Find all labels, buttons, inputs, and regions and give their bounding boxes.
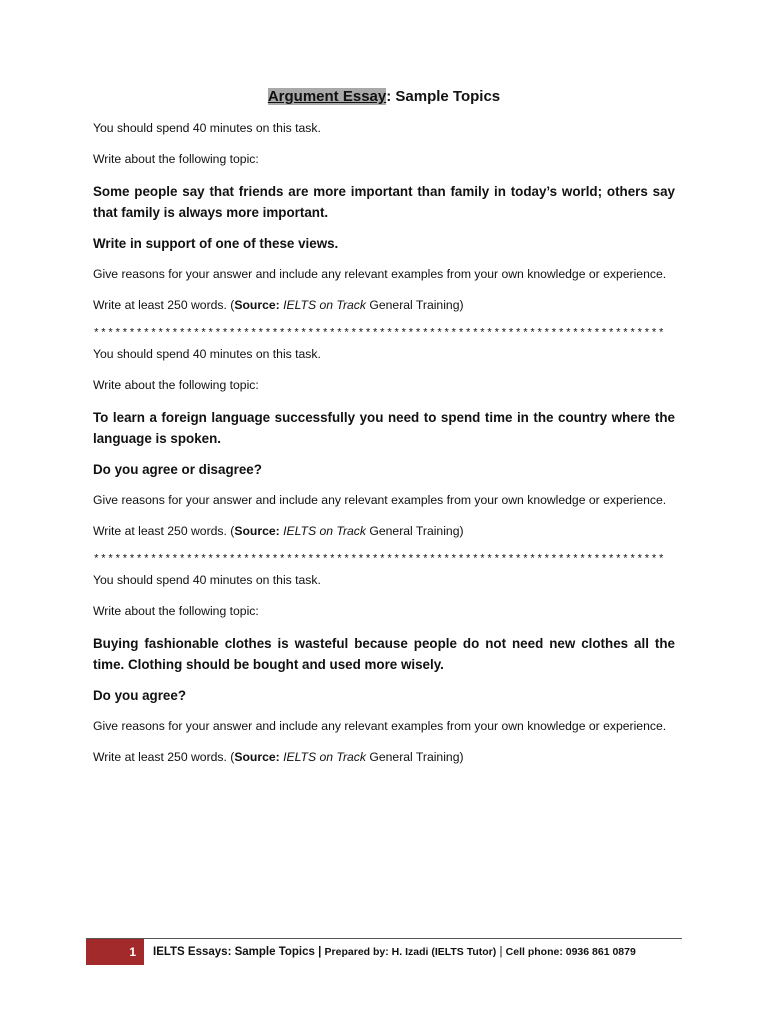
task-instruction: Write about the following topic: [93, 152, 259, 166]
footer-doc-title: IELTS Essays: Sample Topics [153, 946, 315, 958]
word-count-text: Write at least 250 words. ( [93, 750, 235, 764]
footer-text [153, 946, 636, 958]
word-count-text: Write at least 250 words. ( [93, 298, 235, 312]
source-edition: General Training [369, 750, 460, 764]
source-title: IELTS on Track [283, 298, 366, 312]
source-edition: General Training [369, 298, 460, 312]
title-highlight: Argument Essay [267, 88, 387, 105]
task-time: You should spend 40 minutes on this task. [93, 121, 321, 135]
task-question: Write in support of one of these views. [93, 236, 339, 251]
document-content [93, 88, 675, 779]
task-question: Do you agree or disagree? [93, 462, 262, 477]
task-topic: To learn a foreign language successfully you need to spend time in the country where the language is spoken. [93, 410, 675, 446]
task-question: Do you agree? [93, 688, 187, 703]
task-instruction: Write about the following topic: [93, 378, 259, 392]
title-rest: : Sample Topics [386, 88, 501, 105]
task-time: You should spend 40 minutes on this task. [93, 573, 321, 587]
task-reasons: Give reasons for your answer and include any relevant examples from your own knowledge or experience. [93, 267, 667, 281]
task-1 [93, 119, 675, 314]
word-count-text: Write at least 250 words. ( [93, 524, 235, 538]
page-title [93, 88, 675, 105]
footer-prepared-by: Prepared by: H. Izadi (IELTS Tutor) [324, 946, 497, 958]
footer-separator: | [499, 946, 503, 958]
source-title: IELTS on Track [283, 750, 366, 764]
task-word-count [93, 296, 675, 314]
footer-phone: Cell phone: 0936 861 0879 [505, 946, 636, 958]
task-topic: Buying fashionable clothes is wasteful because people do not need new clothes all the time. Clothing should be bought and used more wisely. [93, 636, 675, 672]
page-number: 1 [86, 939, 144, 965]
word-count-close: ) [459, 524, 464, 538]
source-title: IELTS on Track [283, 524, 366, 538]
task-instruction: Write about the following topic: [93, 604, 259, 618]
source-edition: General Training [369, 524, 460, 538]
page-footer [86, 938, 682, 965]
word-count-close: ) [459, 750, 464, 764]
separator-line: ******************************************************************************** [93, 554, 666, 566]
word-count-close: ) [459, 298, 464, 312]
source-label: Source: [234, 750, 280, 764]
task-reasons: Give reasons for your answer and include any relevant examples from your own knowledge or experience. [93, 719, 667, 733]
footer-separator: | [318, 946, 322, 958]
source-label: Source: [234, 524, 280, 538]
task-time: You should spend 40 minutes on this task. [93, 347, 321, 361]
task-topic: Some people say that friends are more important than family in today’s world; others say that family is always more important. [93, 184, 675, 220]
source-label: Source: [234, 298, 280, 312]
separator-line: ******************************************************************************** [93, 328, 666, 340]
task-word-count [93, 522, 675, 540]
task-word-count [93, 748, 675, 766]
task-3 [93, 571, 675, 766]
task-2 [93, 345, 675, 540]
task-reasons: Give reasons for your answer and include any relevant examples from your own knowledge or experience. [93, 493, 667, 507]
